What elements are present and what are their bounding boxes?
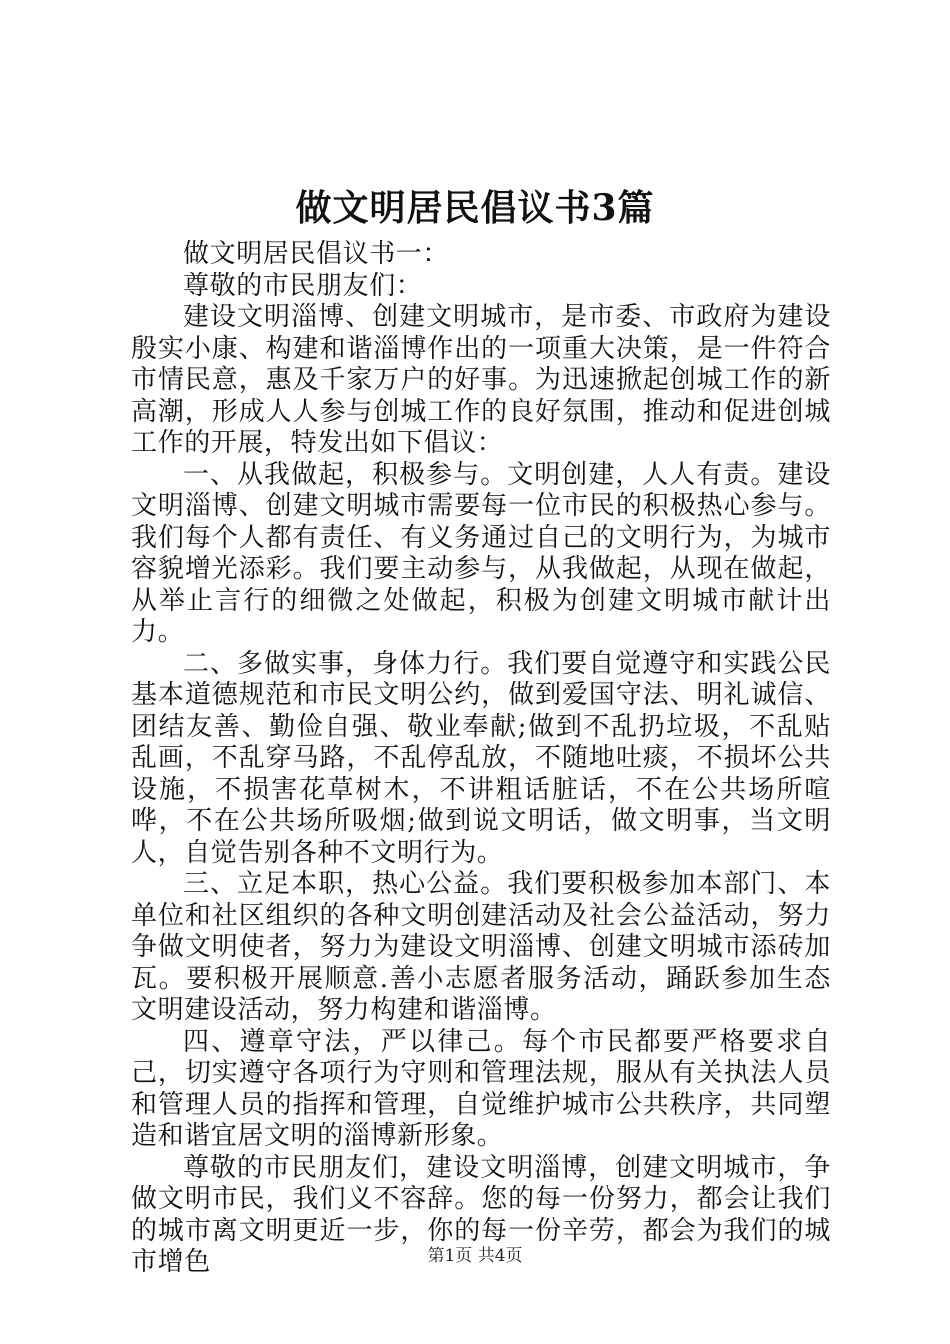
paragraph-salutation: 尊敬的市民朋友们： xyxy=(183,270,423,301)
page-footer: 第1页 共4页 xyxy=(427,1246,523,1266)
paragraph-closing: 尊敬的市民朋友们，建设文明淄博，创建文明城市，争做文明市民，我们义不容辞。您的每一份努力，都会让我们的城市离文明更近一步，你的每一份辛劳，都会为我们的城市增色 xyxy=(131,1152,831,1277)
document-title: 做文明居民倡议书3篇 xyxy=(295,187,655,229)
paragraph-point-4: 四、遵章守法，严以律己。每个市民都要严格要求自己，切实遵守各项行为守则和管理法规，服从有关执法人员和管理人员的指挥和管理，自觉维护城市公共秩序，共同塑造和谐宜居文明的淄博新形象。 xyxy=(131,1026,831,1151)
paragraph-point-2: 二、多做实事，身体力行。我们要自觉遵守和实践公民基本道德规范和市民文明公约，做到爱国守法、明礼诚信、团结友善、勤俭自强、敬业奉献;做到不乱扔垃圾，不乱贴乱画，不乱穿马路，不乱停乱放，不随地吐痰，不损坏公共设施，不损害花草树木，不讲粗话脏话，不在公共场所喧哗，不在公共场所吸烟;做到说文明话，做文明事，当文明人，自觉告别各种不文明行为。 xyxy=(131,648,831,868)
paragraph-point-1: 一、从我做起，积极参与。文明创建，人人有责。建设文明淄博、创建文明城市需要每一位市民的积极热心参与。我们每个人都有责任、有义务通过自己的文明行为，为城市容貌增光添彩。我们要主动参与，从我做起，从现在做起，从举止言行的细微之处做起，积极为创建文明城市献计出力。 xyxy=(131,459,831,647)
document-body xyxy=(131,239,831,1279)
paragraph-heading: 做文明居民倡议书一： xyxy=(183,239,450,269)
paragraph-intro: 建设文明淄博、创建文明城市，是市委、市政府为建设殷实小康、构建和谐淄博作出的一项重大决策，是一件符合市情民意，惠及千家万户的好事。为迅速掀起创城工作的新高潮，形成人人参与创城工作的良好氛围，推动和促进创城工作的开展，特发出如下倡议： xyxy=(131,302,831,458)
paragraph-point-3: 三、立足本职，热心公益。我们要积极参加本部门、本单位和社区组织的各种文明创建活动及社会公益活动，努力争做文明使者，努力为建设文明淄博、创建文明城市添砖加瓦。要积极开展顺意.善小志愿者服务活动，踊跃参加生态文明建设活动，努力构建和谐淄博。 xyxy=(131,869,831,1025)
